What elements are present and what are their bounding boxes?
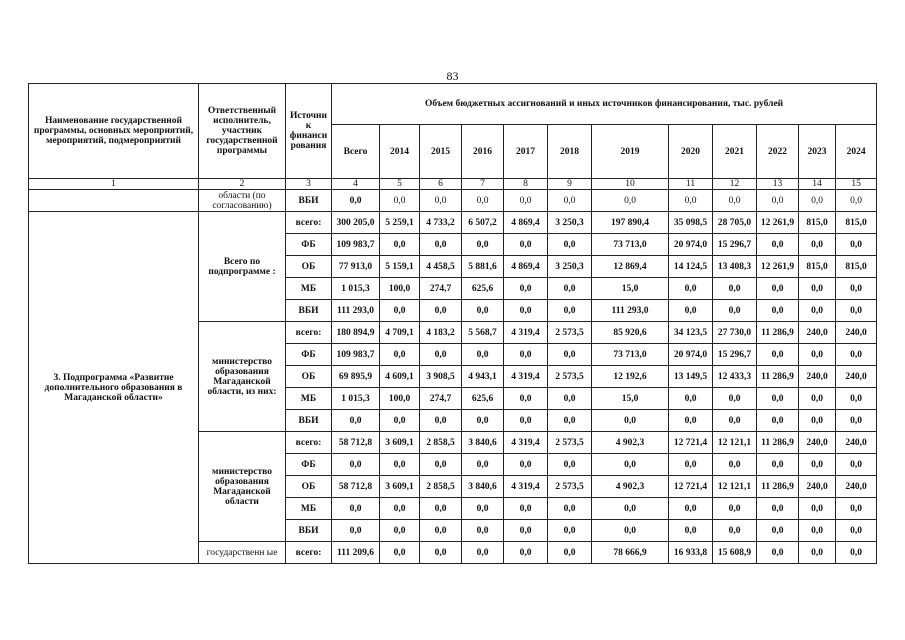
value-cell: 0,0 (836, 190, 877, 212)
column-number: 1 (29, 179, 199, 190)
value-cell: 0,0 (504, 454, 548, 476)
value-cell: 2 573,5 (548, 322, 592, 344)
value-cell: 0,0 (462, 300, 504, 322)
value-cell: 0,0 (836, 234, 877, 256)
value-cell: 3 609,1 (380, 476, 420, 498)
value-cell: 0,0 (332, 454, 380, 476)
value-cell: 240,0 (799, 322, 836, 344)
value-cell: 815,0 (836, 256, 877, 278)
year-header: 2017 (504, 125, 548, 179)
value-cell: 12 433,3 (713, 366, 757, 388)
value-cell: 4 319,4 (504, 432, 548, 454)
value-cell: 815,0 (799, 212, 836, 234)
col-volume-header: Объем бюджетных ассигнований и иных источников финансирования, тыс. рублей (332, 84, 877, 125)
column-number: 4 (332, 179, 380, 190)
value-cell: 0,0 (757, 542, 799, 564)
value-cell: 4 319,4 (504, 476, 548, 498)
executor-cell: области (по согласованию) (199, 190, 286, 212)
value-cell: 0,0 (799, 498, 836, 520)
value-cell: 0,0 (757, 388, 799, 410)
value-cell: 0,0 (380, 498, 420, 520)
value-cell: 34 123,5 (669, 322, 713, 344)
column-number: 14 (799, 179, 836, 190)
value-cell: 0,0 (548, 498, 592, 520)
value-cell: 12 721,4 (669, 476, 713, 498)
source-cell: ВБИ (286, 190, 332, 212)
value-cell: 109 983,7 (332, 234, 380, 256)
value-cell: 11 286,9 (757, 432, 799, 454)
value-cell: 0,0 (799, 300, 836, 322)
column-number: 13 (757, 179, 799, 190)
value-cell: 0,0 (713, 300, 757, 322)
value-cell: 0,0 (462, 454, 504, 476)
value-cell: 0,0 (504, 300, 548, 322)
value-cell: 0,0 (548, 344, 592, 366)
value-cell: 240,0 (836, 366, 877, 388)
value-cell: 0,0 (504, 520, 548, 542)
value-cell: 0,0 (836, 410, 877, 432)
source-cell: ФБ (286, 234, 332, 256)
value-cell: 0,0 (799, 388, 836, 410)
source-cell: всего: (286, 212, 332, 234)
column-number: 2 (199, 179, 286, 190)
value-cell: 4 902,3 (592, 432, 669, 454)
value-cell: 240,0 (836, 322, 877, 344)
value-cell: 0,0 (836, 542, 877, 564)
source-cell: всего: (286, 432, 332, 454)
value-cell: 240,0 (836, 476, 877, 498)
value-cell: 0,0 (669, 190, 713, 212)
value-cell: 240,0 (836, 432, 877, 454)
year-header: 2020 (669, 125, 713, 179)
value-cell: 20 974,0 (669, 344, 713, 366)
column-number: 6 (420, 179, 462, 190)
column-number: 11 (669, 179, 713, 190)
value-cell: 15 296,7 (713, 344, 757, 366)
value-cell: 13 149,5 (669, 366, 713, 388)
value-cell: 11 286,9 (757, 476, 799, 498)
value-cell: 0,0 (757, 300, 799, 322)
value-cell: 4 869,4 (504, 256, 548, 278)
subprogram-name: 3. Подпрограмма «Развитие дополнительного образования в Магаданской области» (29, 212, 199, 564)
value-cell: 0,0 (757, 520, 799, 542)
value-cell: 0,0 (420, 300, 462, 322)
value-cell: 4 319,4 (504, 322, 548, 344)
value-cell: 0,0 (380, 234, 420, 256)
value-cell: 0,0 (332, 498, 380, 520)
year-header: 2014 (380, 125, 420, 179)
source-cell: ОБ (286, 256, 332, 278)
source-cell: ОБ (286, 476, 332, 498)
value-cell: 0,0 (332, 190, 380, 212)
value-cell: 0,0 (504, 410, 548, 432)
table-row (29, 212, 877, 234)
executor-cell: министерство образования Магаданской области, из них: (199, 322, 286, 432)
value-cell: 4 709,1 (380, 322, 420, 344)
table-row (29, 190, 877, 212)
value-cell: 15 608,9 (713, 542, 757, 564)
value-cell: 12 261,9 (757, 212, 799, 234)
value-cell: 77 913,0 (332, 256, 380, 278)
value-cell: 0,0 (420, 542, 462, 564)
value-cell: 0,0 (799, 234, 836, 256)
value-cell: 2 858,5 (420, 476, 462, 498)
value-cell: 0,0 (548, 388, 592, 410)
value-cell: 73 713,0 (592, 234, 669, 256)
year-header: 2023 (799, 125, 836, 179)
value-cell: 0,0 (757, 344, 799, 366)
year-header: 2019 (592, 125, 669, 179)
value-cell: 0,0 (757, 278, 799, 300)
value-cell: 274,7 (420, 278, 462, 300)
value-cell: 4 902,3 (592, 476, 669, 498)
value-cell: 0,0 (713, 520, 757, 542)
value-cell: 0,0 (420, 234, 462, 256)
value-cell: 3 840,6 (462, 432, 504, 454)
value-cell: 0,0 (799, 190, 836, 212)
value-cell: 15,0 (592, 278, 669, 300)
value-cell: 0,0 (757, 498, 799, 520)
value-cell: 0,0 (504, 278, 548, 300)
value-cell: 300 205,0 (332, 212, 380, 234)
value-cell: 0,0 (836, 344, 877, 366)
value-cell: 100,0 (380, 278, 420, 300)
value-cell: 0,0 (592, 410, 669, 432)
value-cell: 0,0 (380, 190, 420, 212)
value-cell: 2 858,5 (420, 432, 462, 454)
column-number: 15 (836, 179, 877, 190)
value-cell: 0,0 (548, 520, 592, 542)
value-cell: 12 121,1 (713, 432, 757, 454)
value-cell: 5 568,7 (462, 322, 504, 344)
value-cell: 0,0 (504, 344, 548, 366)
col-executor-header: Ответственный исполнитель, участник государственной программы (199, 84, 286, 179)
value-cell: 0,0 (757, 190, 799, 212)
column-number: 7 (462, 179, 504, 190)
value-cell: 69 895,9 (332, 366, 380, 388)
value-cell: 0,0 (504, 190, 548, 212)
value-cell: 0,0 (420, 498, 462, 520)
value-cell: 4 319,4 (504, 366, 548, 388)
value-cell: 0,0 (836, 498, 877, 520)
source-cell: ВБИ (286, 300, 332, 322)
year-header: 2022 (757, 125, 799, 179)
value-cell: 0,0 (592, 520, 669, 542)
value-cell: 111 293,0 (332, 300, 380, 322)
value-cell: 0,0 (799, 520, 836, 542)
value-cell: 0,0 (799, 410, 836, 432)
value-cell: 0,0 (548, 454, 592, 476)
value-cell: 12 869,4 (592, 256, 669, 278)
value-cell: 197 890,4 (592, 212, 669, 234)
value-cell: 0,0 (380, 344, 420, 366)
value-cell: 0,0 (836, 300, 877, 322)
value-cell: 0,0 (548, 410, 592, 432)
value-cell: 0,0 (548, 278, 592, 300)
value-cell: 13 408,3 (713, 256, 757, 278)
col-total-header: Всего (332, 125, 380, 179)
value-cell: 0,0 (332, 520, 380, 542)
value-cell: 14 124,5 (669, 256, 713, 278)
value-cell: 16 933,8 (669, 542, 713, 564)
value-cell: 0,0 (669, 410, 713, 432)
value-cell: 0,0 (669, 300, 713, 322)
value-cell: 6 507,2 (462, 212, 504, 234)
value-cell: 5 159,1 (380, 256, 420, 278)
value-cell: 0,0 (757, 234, 799, 256)
value-cell: 2 573,5 (548, 476, 592, 498)
value-cell: 0,0 (836, 454, 877, 476)
value-cell: 85 920,6 (592, 322, 669, 344)
value-cell: 0,0 (462, 190, 504, 212)
value-cell: 2 573,5 (548, 366, 592, 388)
year-header: 2016 (462, 125, 504, 179)
value-cell: 58 712,8 (332, 432, 380, 454)
value-cell: 27 730,0 (713, 322, 757, 344)
value-cell: 274,7 (420, 388, 462, 410)
value-cell: 0,0 (836, 278, 877, 300)
value-cell: 0,0 (504, 542, 548, 564)
value-cell: 3 250,3 (548, 256, 592, 278)
value-cell: 35 098,5 (669, 212, 713, 234)
value-cell: 4 183,2 (420, 322, 462, 344)
column-number: 8 (504, 179, 548, 190)
value-cell: 0,0 (462, 344, 504, 366)
value-cell: 0,0 (462, 542, 504, 564)
value-cell: 0,0 (380, 520, 420, 542)
value-cell: 11 286,9 (757, 322, 799, 344)
value-cell: 12 261,9 (757, 256, 799, 278)
year-header: 2021 (713, 125, 757, 179)
value-cell: 100,0 (380, 388, 420, 410)
value-cell: 0,0 (713, 454, 757, 476)
value-cell: 12 721,4 (669, 432, 713, 454)
value-cell: 0,0 (592, 454, 669, 476)
value-cell: 12 121,1 (713, 476, 757, 498)
value-cell: 0,0 (713, 388, 757, 410)
value-cell: 0,0 (713, 190, 757, 212)
value-cell: 58 712,8 (332, 476, 380, 498)
value-cell: 0,0 (713, 498, 757, 520)
value-cell: 240,0 (799, 432, 836, 454)
value-cell: 15,0 (592, 388, 669, 410)
col-source-header: Источни к финанси рования (286, 84, 332, 179)
value-cell: 0,0 (836, 520, 877, 542)
executor-cell: министерство образования Магаданской области (199, 432, 286, 542)
value-cell: 20 974,0 (669, 234, 713, 256)
source-cell: ОБ (286, 366, 332, 388)
value-cell: 0,0 (799, 344, 836, 366)
value-cell: 0,0 (799, 454, 836, 476)
value-cell: 2 573,5 (548, 432, 592, 454)
value-cell: 0,0 (420, 344, 462, 366)
value-cell: 0,0 (836, 388, 877, 410)
value-cell: 12 192,6 (592, 366, 669, 388)
value-cell: 0,0 (669, 388, 713, 410)
value-cell: 1 015,3 (332, 278, 380, 300)
value-cell: 0,0 (713, 410, 757, 432)
value-cell: 0,0 (548, 300, 592, 322)
value-cell: 0,0 (462, 410, 504, 432)
value-cell: 28 705,0 (713, 212, 757, 234)
value-cell: 0,0 (504, 388, 548, 410)
value-cell: 0,0 (420, 190, 462, 212)
value-cell: 0,0 (420, 410, 462, 432)
source-cell: МБ (286, 498, 332, 520)
value-cell: 0,0 (592, 190, 669, 212)
value-cell: 3 908,5 (420, 366, 462, 388)
value-cell: 180 894,9 (332, 322, 380, 344)
executor-cell: Всего по подпрограмме : (199, 212, 286, 322)
value-cell: 4 609,1 (380, 366, 420, 388)
value-cell: 11 286,9 (757, 366, 799, 388)
value-cell: 0,0 (462, 520, 504, 542)
value-cell: 0,0 (380, 410, 420, 432)
value-cell: 0,0 (504, 234, 548, 256)
column-number: 9 (548, 179, 592, 190)
value-cell: 240,0 (799, 476, 836, 498)
value-cell: 111 293,0 (592, 300, 669, 322)
value-cell: 0,0 (462, 498, 504, 520)
source-cell: всего: (286, 322, 332, 344)
value-cell: 111 209,6 (332, 542, 380, 564)
value-cell: 3 840,6 (462, 476, 504, 498)
source-cell: всего: (286, 542, 332, 564)
year-header: 2015 (420, 125, 462, 179)
col-name-header: Наименование государственной программы, основных мероприятий, мероприятий, подмероприятий (29, 84, 199, 179)
column-number: 10 (592, 179, 669, 190)
value-cell: 4 733,2 (420, 212, 462, 234)
value-cell: 73 713,0 (592, 344, 669, 366)
value-cell: 15 296,7 (713, 234, 757, 256)
value-cell: 625,6 (462, 278, 504, 300)
value-cell: 0,0 (757, 410, 799, 432)
value-cell: 0,0 (799, 542, 836, 564)
value-cell: 3 250,3 (548, 212, 592, 234)
source-cell: МБ (286, 278, 332, 300)
value-cell: 0,0 (669, 520, 713, 542)
value-cell: 625,6 (462, 388, 504, 410)
value-cell: 4 869,4 (504, 212, 548, 234)
value-cell: 0,0 (462, 234, 504, 256)
value-cell: 0,0 (380, 542, 420, 564)
source-cell: ВБИ (286, 520, 332, 542)
source-cell: ФБ (286, 454, 332, 476)
value-cell: 109 983,7 (332, 344, 380, 366)
value-cell: 0,0 (713, 278, 757, 300)
value-cell: 0,0 (548, 542, 592, 564)
column-number: 5 (380, 179, 420, 190)
value-cell: 0,0 (669, 454, 713, 476)
value-cell: 1 015,3 (332, 388, 380, 410)
executor-cell: государственн ые (199, 542, 286, 564)
name-cell (29, 190, 199, 212)
year-header: 2024 (836, 125, 877, 179)
value-cell: 5 881,6 (462, 256, 504, 278)
source-cell: ФБ (286, 344, 332, 366)
value-cell: 0,0 (380, 300, 420, 322)
source-cell: МБ (286, 388, 332, 410)
year-header: 2018 (548, 125, 592, 179)
value-cell: 0,0 (504, 498, 548, 520)
value-cell: 0,0 (332, 410, 380, 432)
value-cell: 0,0 (669, 498, 713, 520)
value-cell: 4 943,1 (462, 366, 504, 388)
budget-table (28, 83, 877, 564)
value-cell: 0,0 (420, 454, 462, 476)
value-cell: 3 609,1 (380, 432, 420, 454)
value-cell: 240,0 (799, 366, 836, 388)
value-cell: 0,0 (548, 190, 592, 212)
value-cell: 0,0 (420, 520, 462, 542)
value-cell: 0,0 (548, 234, 592, 256)
column-number: 12 (713, 179, 757, 190)
page-number: 83 (446, 69, 459, 83)
value-cell: 0,0 (669, 278, 713, 300)
value-cell: 0,0 (757, 454, 799, 476)
value-cell: 0,0 (592, 498, 669, 520)
value-cell: 5 259,1 (380, 212, 420, 234)
column-number: 3 (286, 179, 332, 190)
source-cell: ВБИ (286, 410, 332, 432)
value-cell: 0,0 (380, 454, 420, 476)
value-cell: 0,0 (799, 278, 836, 300)
value-cell: 815,0 (836, 212, 877, 234)
value-cell: 815,0 (799, 256, 836, 278)
value-cell: 4 458,5 (420, 256, 462, 278)
value-cell: 78 666,9 (592, 542, 669, 564)
